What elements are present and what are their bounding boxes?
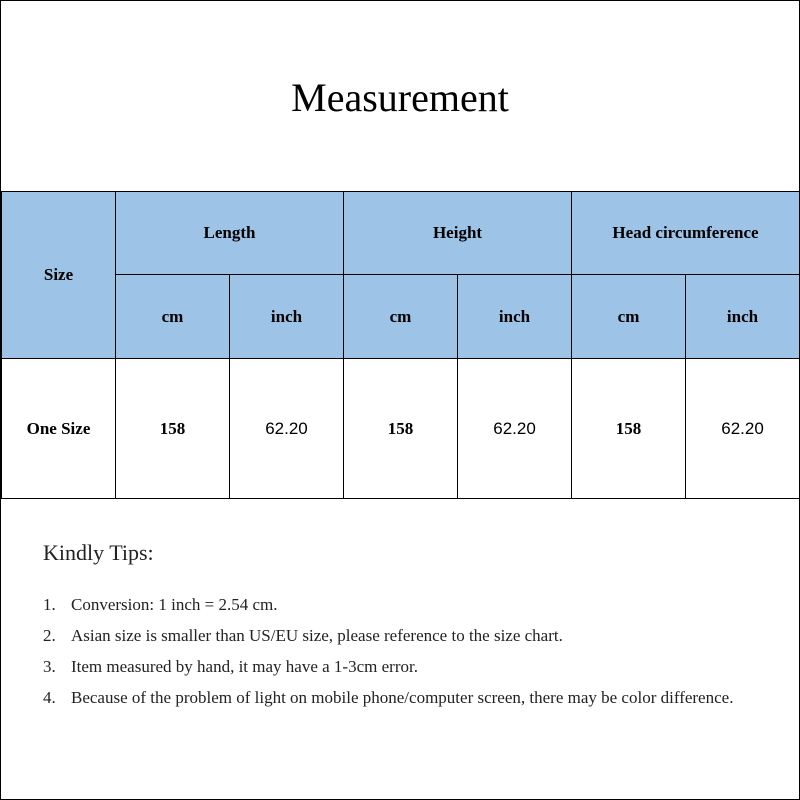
height-header: Height xyxy=(344,192,572,275)
table-header-row xyxy=(2,192,800,275)
unit-header: cm xyxy=(572,275,686,359)
tip-number: 1. xyxy=(43,595,56,614)
length-header: Length xyxy=(116,192,344,275)
head-inch-cell: 62.20 xyxy=(686,359,800,499)
head-circumference-header: Head circumference xyxy=(572,192,800,275)
height-cm-cell: 158 xyxy=(344,359,458,499)
tip-number: 2. xyxy=(43,626,56,645)
page-title: Measurement xyxy=(291,75,509,120)
size-table xyxy=(1,191,800,499)
size-header: Size xyxy=(2,192,116,359)
unit-header: cm xyxy=(116,275,230,359)
list-item xyxy=(43,682,763,713)
list-item xyxy=(43,589,763,620)
tip-text: Asian size is smaller than US/EU size, please reference to the size chart. xyxy=(71,626,563,645)
table-units-row xyxy=(2,275,800,359)
list-item xyxy=(43,620,763,651)
tips-list xyxy=(43,589,763,713)
size-cell: One Size xyxy=(2,359,116,499)
tips-heading: Kindly Tips: xyxy=(43,540,154,565)
length-inch-cell: 62.20 xyxy=(230,359,344,499)
tip-number: 4. xyxy=(43,688,56,707)
length-cm-cell: 158 xyxy=(116,359,230,499)
head-cm-cell: 158 xyxy=(572,359,686,499)
tip-text: Because of the problem of light on mobile phone/computer screen, there may be color difference. xyxy=(71,688,734,707)
table-row xyxy=(2,359,800,499)
list-item xyxy=(43,651,763,682)
kindly-tips xyxy=(43,537,763,713)
height-inch-cell: 62.20 xyxy=(458,359,572,499)
tip-text: Item measured by hand, it may have a 1-3cm error. xyxy=(71,657,418,676)
unit-header: inch xyxy=(230,275,344,359)
tip-number: 3. xyxy=(43,657,56,676)
unit-header: inch xyxy=(458,275,572,359)
unit-header: cm xyxy=(344,275,458,359)
unit-header: inch xyxy=(686,275,800,359)
tip-text: Conversion: 1 inch = 2.54 cm. xyxy=(71,595,278,614)
